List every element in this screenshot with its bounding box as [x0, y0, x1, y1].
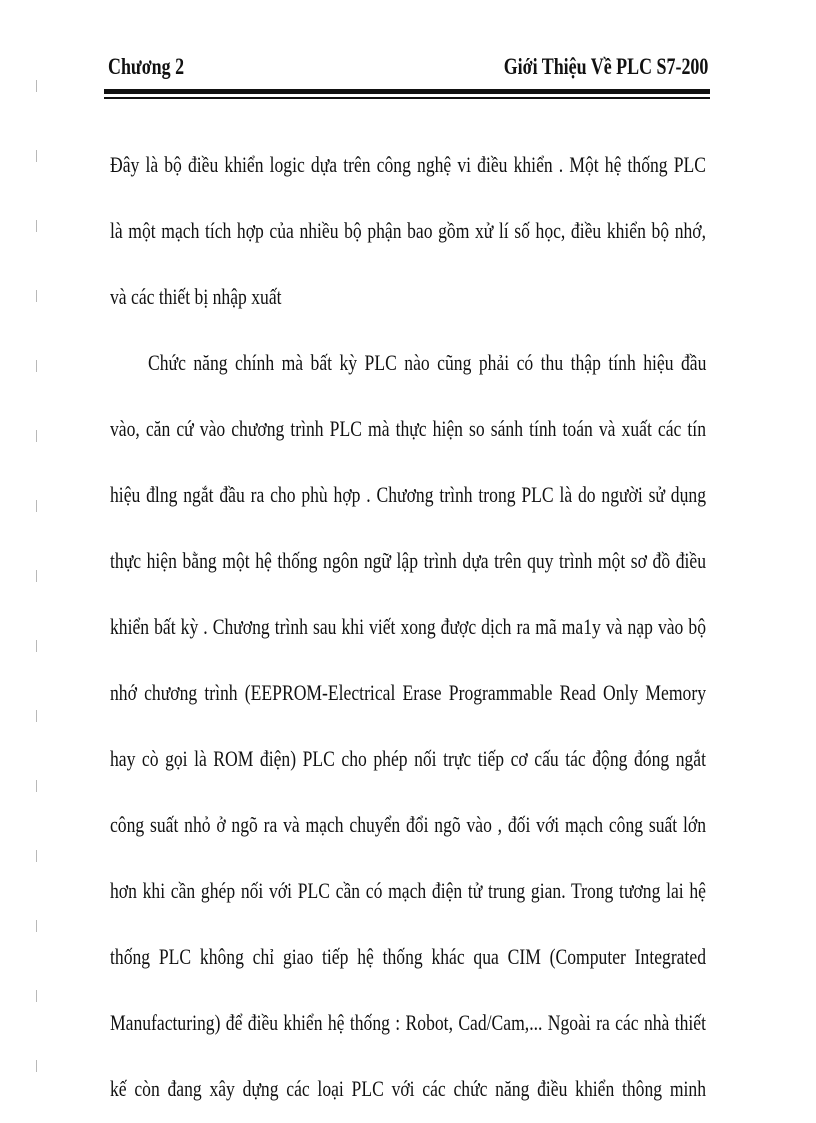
text-line: Đây là bộ điều khiển logic dựa trên công nghệ vi điều khiển . Một hệ thống PLC: [110, 152, 706, 177]
text-line: Chức năng chính mà bất kỳ PLC nào cũng phải có thu thập tính hiệu đầu: [148, 350, 707, 375]
text-line: kế còn đang xây dựng các loại PLC với các chức năng điều khiển thông minh: [110, 1076, 706, 1101]
text-line: hơn khi cần ghép nối với PLC cần có mạch điện tử trung gian. Trong tương lai hệ: [110, 878, 706, 903]
text-line: thực hiện bằng một hệ thống ngôn ngữ lập trình dựa trên quy trình một sơ đồ điều: [110, 548, 706, 573]
text-line: công suất nhỏ ở ngõ ra và mạch chuyển đổi ngõ vào , đối với mạch công suất lớn: [110, 812, 706, 837]
text-line: Manufacturing) để điều khiển hệ thống : Robot, Cad/Cam,... Ngoài ra các nhà thiết: [110, 1010, 706, 1035]
text-line: hiệu đlng ngắt đầu ra cho phù hợp . Chương trình trong PLC là do người sử dụng: [110, 482, 706, 507]
scan-edge-artifact: [36, 80, 37, 1110]
header-rule-thin: [104, 97, 710, 99]
text-line: khiển bất kỳ . Chương trình sau khi viết xong được dịch ra mã ma1y và nạp vào bộ: [110, 614, 706, 639]
text-line: nhớ chương trình (EEPROM-Electrical Erase Programmable Read Only Memory: [110, 680, 706, 705]
text-line: vào, căn cứ vào chương trình PLC mà thực hiện so sánh tính toán và xuất các tín: [110, 416, 706, 441]
text-line: và các thiết bị nhập xuất: [110, 284, 282, 309]
chapter-label: Chương 2: [108, 54, 185, 79]
page-header: [108, 50, 708, 86]
header-rule-thick: [104, 89, 710, 94]
text-line: hay cò gọi là ROM điện) PLC cho phép nối trực tiếp cơ cấu tác động đóng ngắt: [110, 746, 706, 771]
text-line: thống PLC không chỉ giao tiếp hệ thống khác qua CIM (Computer Integrated: [110, 944, 706, 969]
text-line: là một mạch tích hợp của nhiều bộ phận bao gồm xử lí số học, điều khiển bộ nhớ,: [110, 218, 706, 243]
running-title: Giới Thiệu Về PLC S7-200: [503, 54, 708, 79]
